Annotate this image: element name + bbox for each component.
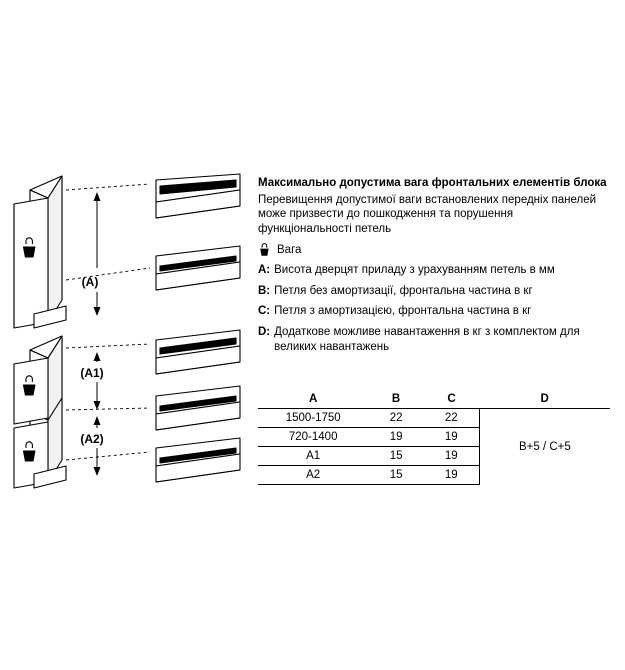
weight-legend-row [258,243,610,257]
column-header-a: A [258,390,368,409]
cell-c: 19 [424,428,479,447]
weight-legend-label: Вага [277,243,302,256]
cell-c: 22 [424,409,479,428]
text-content [258,176,610,360]
cell-b: 15 [368,466,423,485]
spec-table [258,390,610,485]
legend-item-b [258,284,610,299]
column-header-c: C [424,390,479,409]
cell-c: 19 [424,466,479,485]
weight-icon [258,243,271,257]
table-body [258,409,610,485]
legend-text-c: Петля з амортизацією, фронтальна частина в кг [274,305,532,318]
diagram-svg [0,160,250,520]
intro-paragraph: Перевищення допустимої ваги встановлених передніх панелей може призвести до пошкодження та порушення функціональності петель [258,193,597,236]
table-header [258,390,610,409]
legend-item-d [258,325,610,354]
page-title: Максимально допустима вага фронтальних елементів блока [258,177,607,189]
dimension-label-a1: (A1) [80,366,104,380]
cell-a: A1 [258,447,368,466]
cell-a: 1500-1750 [258,409,368,428]
legend-label-d: D: [258,326,271,339]
legend-text-b: Петля без амортизації, фронтальна частина в кг [274,284,533,297]
cell-a: 720-1400 [258,428,368,447]
cell-b: 19 [368,428,423,447]
legend-label-c: C: [258,305,271,318]
column-header-b: B [368,390,423,409]
cell-d: B+5 / C+5 [479,409,610,485]
legend-item-a [258,263,610,278]
cell-b: 22 [368,409,423,428]
column-header-d: D [479,390,610,409]
legend-label-b: B: [258,284,271,297]
legend-text-a: Висота дверцят приладу з урахуванням петель в мм [274,263,555,276]
dimension-label-a2: (A2) [80,432,104,446]
cell-a: A2 [258,466,368,485]
legend-text-d: Додаткове можливе навантаження в кг з комплектом для великих навантажень [274,326,580,353]
appliance-diagram [0,160,250,520]
table-row [258,409,610,428]
table-header-row [258,390,610,409]
cell-b: 15 [368,447,423,466]
legend-item-c [258,304,610,319]
legend-label-a: A: [258,263,271,276]
cell-c: 19 [424,447,479,466]
dimension-label-a: (A) [81,275,99,289]
